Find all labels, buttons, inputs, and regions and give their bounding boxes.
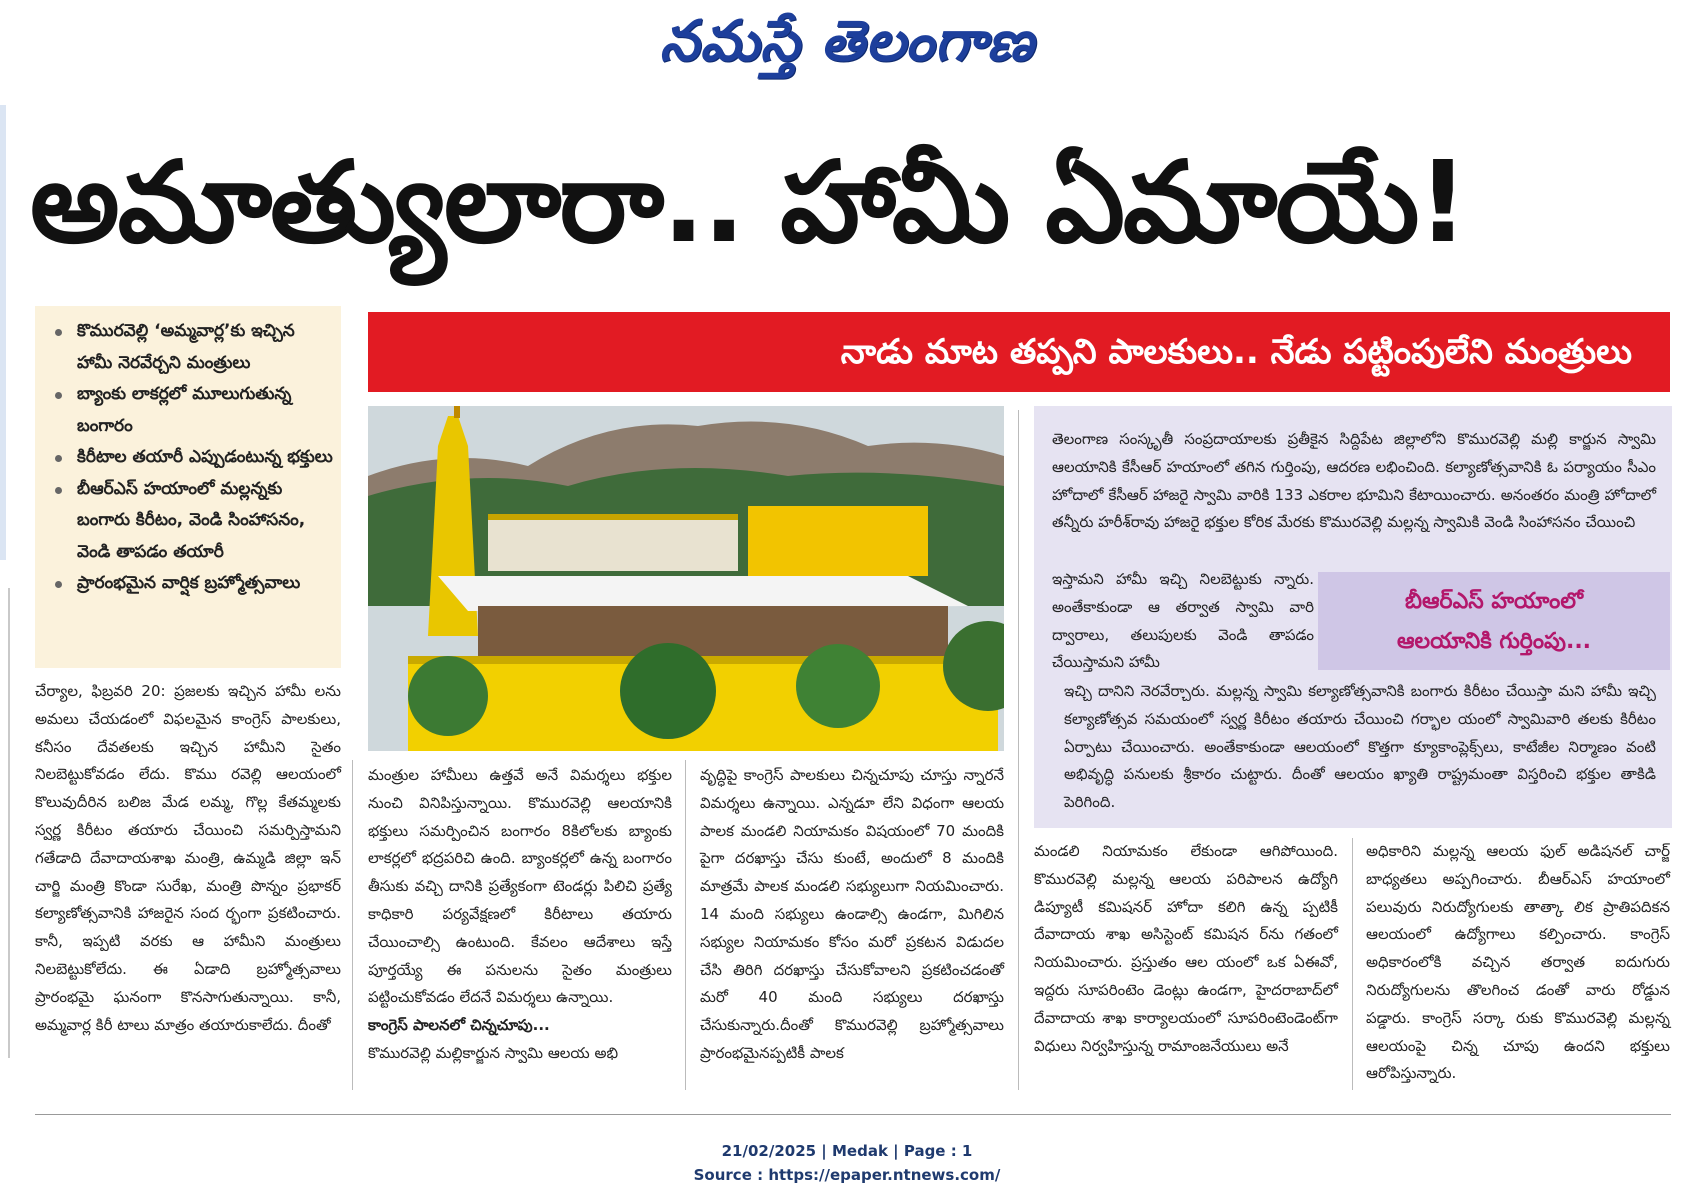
callout-line-1: బీఆర్‌ఎస్‌ హయాంలో xyxy=(1405,589,1583,614)
column-divider xyxy=(1018,410,1019,1090)
callout-line-2: ఆలయానికి గుర్తింపు... xyxy=(1396,629,1592,654)
article-column-3 xyxy=(700,762,1004,1068)
bottom-rule xyxy=(35,1114,1671,1115)
left-margin-rule xyxy=(0,105,6,560)
subheadline-bar xyxy=(368,312,1670,392)
article-column-2 xyxy=(368,762,672,1068)
article-column-5 xyxy=(1366,838,1670,1088)
subheadline-text: నాడు మాట తప్పని పాలకులు.. నేడు పట్టింపులేని మంత్రులు xyxy=(840,332,1632,372)
article-subhead: కాంగ్రెస్‌ పాలనలో చిన్నచూపు... xyxy=(368,1016,550,1035)
highlight-item: బ్యాంకు లాకర్లలో మూలుగుతున్న బంగారం xyxy=(77,379,333,442)
article-column-4 xyxy=(1034,838,1338,1060)
highlights-box xyxy=(35,306,341,668)
highlight-item: కొమురవెల్లి ‘అమ్మవార్ల’కు ఇచ్చిన హామీ నెరవేర్చని మంత్రులు xyxy=(77,316,333,379)
article-paragraph: మండలి నియామకం లేకుండా ఆగిపోయింది. కొమురవెల్లి మల్లన్న ఆలయ పరిపాలన ఉద్యోగి డిప్యూటీ కమిషనర్‌ హోదా కలిగి ఉన్న ప్పటికీ దేవాదాయ శాఖ అసిస్టెంట్‌ కమిషన ర్‌ను గతంలో నియమించారు. ప్రస్తుతం ఆల యంలో ఒక ఏఈవో, ఇద్దరు సూపరింటెం డెంట్లు ఉండగా, హైదరాబాద్‌లో దేవాదాయ శాఖ కార్యాలయంలో సూపరింటెండెంట్‌గా విధులు నిర్వహిస్తున్న రామాంజనేయులు అనే xyxy=(1034,842,1338,1055)
highlight-item: కిరీటాల తయారీ ఎప్పుడంటున్న భక్తులు xyxy=(77,442,333,474)
footer-source-link[interactable]: Source : https://epaper.ntnews.com/ xyxy=(693,1166,1001,1184)
footer-date-edition: 21/02/2025 | Medak | Page : 1 xyxy=(721,1142,973,1160)
sidebar-text-left xyxy=(1052,566,1314,677)
masthead-logo: నమస్తే తెలంగాణ xyxy=(659,8,1035,74)
left-margin-divider xyxy=(8,588,10,1058)
article-paragraph: చేర్యాల, ఫిబ్రవరి 20: ప్రజలకు ఇచ్చిన హామీ లను అమలు చేయడంలో విఫలమైన కాంగ్రెస్‌ పాలకులు, కనీసం దేవతలకు ఇచ్చిన హామీని సైతం నిలబెట్టుకోవడం లేదు. కొము రవెల్లి ఆలయంలో కొలువుదీరిన బలిజ మేడ లమ్మ, గొల్ల కేతమ్మలకు స్వర్ణ కిరీటం తయారు చేయించి సమర్పిస్తామని గతేడాది దేవాదాయశాఖ మంత్రి, ఉమ్మడి జిల్లా ఇన్‌ చార్జి మంత్రి కొండా సురేఖ, మంత్రి పొన్నం ప్రభాకర్‌ కల్యాణోత్సవానికి హాజరైన సంద ర్భంగా ప్రకటించారు. కానీ, ఇప్పటి వరకు ఆ హామీని మంత్రులు నిలబెట్టుకోలేదు. ఈ ఏడాది బ్రహ్మోత్సవాలు ప్రారంభమై ఘనంగా కొనసాగుతున్నాయి. కానీ, అమ్మవార్ల కిరీ టాలు మాత్రం తయారుకాలేదు. దీంతో xyxy=(35,682,341,1034)
sidebar-callout-box xyxy=(1318,572,1670,670)
temple-photo-illustration xyxy=(368,406,1004,751)
sidebar-paragraph: ఇస్తామని హామీ ఇచ్చి నిలబెట్టుకు న్నారు. అంతేకాకుండా ఆ తర్వాత స్వామి వారి ద్వారాలు, తలుపులకు వెండి తాపడం చేయిస్తామని హామీ xyxy=(1052,570,1314,672)
sidebar-text-bottom xyxy=(1064,678,1656,817)
article-paragraph: కొమురవెల్లి మల్లికార్జున స్వామి ఆలయ అభి xyxy=(368,1043,619,1062)
column-divider xyxy=(1352,838,1353,1090)
temple-photo xyxy=(368,406,1004,751)
column-divider xyxy=(685,760,686,1090)
article-column-1 xyxy=(35,678,341,1039)
sidebar-paragraph: ఇచ్చి దానిని నెరవేర్చారు. మల్లన్న స్వామి కల్యాణోత్సవానికి బంగారు కిరీటం చేయిస్తా మని హామీ ఇచ్చి కల్యాణోత్సవ సమయంలో స్వర్ణ కిరీటం తయారు చేయించి గర్భాల యంలో స్వామివారి తలకు కిరీటం ఏర్పాటు చేయించారు. అంతేకాకుండా ఆలయంలో కొత్తగా క్యూకాంప్లెక్స్‌లు, కాటేజీల నిర్మాణం వంటి అభివృద్ధి పనులకు శ్రీకారం చుట్టారు. దీంతో ఆలయం ఖ్యాతి రాష్ట్రమంతా విస్తరించి భక్తుల తాకిడి పెరిగింది. xyxy=(1064,682,1656,812)
article-paragraph: వృద్ధిపై కాంగ్రెస్‌ పాలకులు చిన్నచూపు చూస్తు న్నారనే విమర్శలు ఉన్నాయి. ఎన్నడూ లేని విధంగా ఆలయ పాలక మండలి నియామకం విషయంలో 70 మందికి పైగా దరఖాస్తు చేసు కుంటే, అందులో 8 మందికి మాత్రమే పాలక మండలి సభ్యులుగా నియమించారు. 14 మంది సభ్యులు ఉండాల్సి ఉండగా, మిగిలిన సభ్యుల నియామకం కోసం మరో ప్రకటన విడుదల చేసి తిరిగి దరఖాస్తు చేసుకోవాలని ప్రకటించడంతో మరో 40 మంది సభ్యులు దరఖాస్తు చేసుకున్నారు.దీంతో కొమురవెల్లి బ్రహ్మోత్సవాలు ప్రారంభమైనప్పటికీ పాలక xyxy=(700,766,1004,1062)
column-divider xyxy=(352,760,353,1090)
sidebar-text-top xyxy=(1052,426,1656,537)
highlight-item: బీఆర్‌ఎస్‌ హయాంలో మల్లన్నకు బంగారు కిరీటం, వెండి సింహాసనం, వెండి తాపడం తయారీ xyxy=(77,474,333,569)
highlight-item: ప్రారంభమైన వార్షిక బ్రహ్మోత్సవాలు xyxy=(77,568,333,600)
article-paragraph: మంత్రుల హామీలు ఉత్తవే అనే విమర్శలు భక్తుల నుంచి వినిపిస్తున్నాయి. కొమురవెల్లి ఆలయానికి భక్తులు సమర్పించిన బంగారం 8కిలోలకు బ్యాంకు లాకర్లలో భద్రపరిచి ఉంది. బ్యాంకర్లలో ఉన్న బంగారం తీసుకు వచ్చి దానికి ప్రత్యేకంగా టెండర్లు పిలిచి ప్రత్యే కాధికారి పర్యవేక్షణలో కిరీటాలు తయారు చేయించాల్సి ఉంటుంది. కేవలం ఆదేశాలు ఇస్తే పూర్తయ్యే ఈ పనులను సైతం మంత్రులు పట్టించుకోవడం లేదనే విమర్శలు ఉన్నాయి. xyxy=(368,766,672,1007)
article-paragraph: అధికారిని మల్లన్న ఆలయ ఫుల్‌ అడిషనల్‌ చార్జ్‌ బాధ్యతలు అప్పగించారు. బీఆర్‌ఎస్‌ హయాంలో పలువురు నిరుద్యోగులకు తాత్కా లిక ప్రాతిపదికన ఆలయంలో ఉద్యోగాలు కల్పించారు. కాంగ్రెస్‌ అధికారంలోకి వచ్చిన తర్వాత ఐదుగురు నిరుద్యోగులను తొలగించ డంతో వారు రోడ్డున పడ్డారు. కాంగ్రెస్‌ సర్కా రుకు కొమురవెల్లి మల్లన్న ఆలయంపై చిన్న చూపు ఉందని భక్తులు ఆరోపిస్తున్నారు. xyxy=(1366,842,1670,1083)
sidebar-paragraph: తెలంగాణ సంస్కృతీ సంప్రదాయాలకు ప్రతీకైన సిద్దిపేట జిల్లాలోని కొమురవెల్లి మల్లి కార్జున స్వామి ఆలయానికి కేసీఆర్‌ హయాంలో తగిన గుర్తింపు, ఆదరణ లభించింది. కల్యాణోత్సవానికి ఓ పర్యాయం సీఎం హోదాలో కేసీఆర్‌ హాజరై స్వామి వారికి 133 ఎకరాల భూమిని కేటాయించారు. అనంతరం మంత్రి హోదాలో తన్నీరు హరీశ్‌రావు హాజరై భక్తుల కోరిక మేరకు కొమురవెల్లి మల్లన్న స్వామికి వెండి సింహాసనం చేయించి xyxy=(1052,430,1656,532)
main-headline: అమాత్యులారా.. హామీ ఏమాయే! xyxy=(30,138,1467,268)
